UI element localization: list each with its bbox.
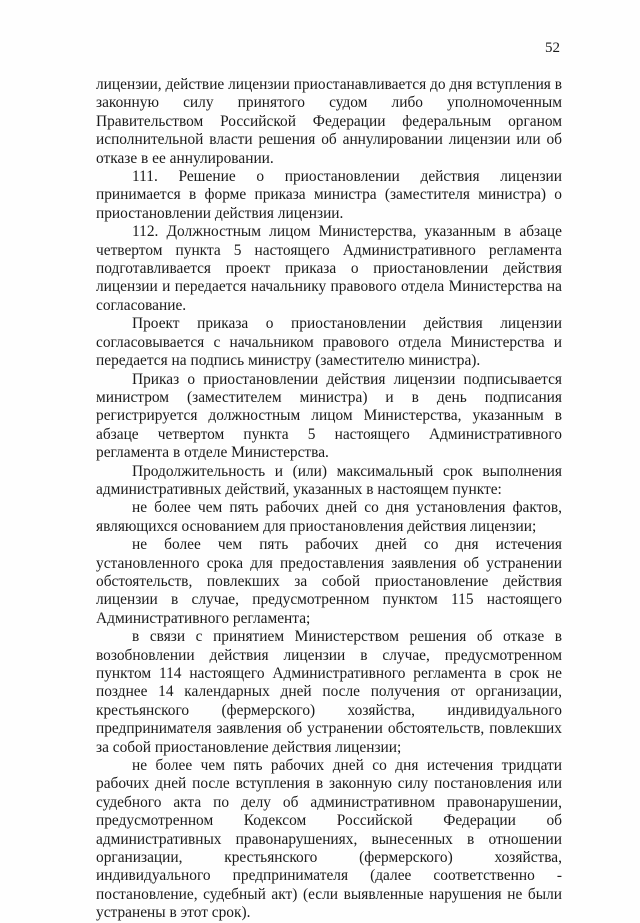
paragraph: не более чем пять рабочих дней со дня установления фактов, являющихся основанием для приостановления действия лицензии;: [96, 499, 562, 535]
paragraph: не более чем пять рабочих дней со дня истечения установленного срока для предоставления заявления об устранении обстоятельств, повлекших за собой приостановление действия лицензии в случае, предусмотренном пунктом 115 настоящего Административного регламента;: [96, 536, 562, 627]
paragraph: 111. Решение о приостановлении действия лицензии принимается в форме приказа министра (заместителя министра) о приостановлении действия лицензии.: [96, 168, 562, 222]
paragraph: в связи с принятием Министерством решения об отказе в возобновлении действия лицензии в случае, предусмотренном пунктом 114 настоящего Административного регламента в срок не позднее 14 календарных дней после получения от организации, крестьянского (фермерского) хозяйства, индивидуального предпринимателя заявления об устранении обстоятельств, повлекших за собой приостановление действия лицензии;: [96, 628, 562, 756]
paragraph: Продолжительность и (или) максимальный срок выполнения административных действий, указанных в настоящем пункте:: [96, 462, 562, 498]
page-number: 52: [545, 40, 560, 56]
paragraph: 112. Должностным лицом Министерства, указанным в абзаце четвертом пункта 5 настоящего Административного регламента подготавливается проект приказа о приостановлении действия лицензии и передается начальнику правового отдела Министерства на согласование.: [96, 223, 562, 314]
document-body: [96, 76, 562, 923]
paragraph: лицензии, действие лицензии приостанавливается до дня вступления в законную силу принятого судом либо уполномоченным Правительством Российской Федерации федеральным органом исполнительной власти решения об аннулировании лицензии или об отказе в ее аннулировании.: [96, 76, 563, 167]
paragraph: Приказ о приостановлении действия лицензии подписывается министром (заместителем министра) и в день подписания регистрируется должностным лицом Министерства, указанным в абзаце четвертом пункта 5 настоящего Административного регламента в отделе Министерства.: [96, 370, 562, 462]
paragraph: Проект приказа о приостановлении действия лицензии согласовывается с начальником правового отдела Министерства и передается на подпись министру (заместителю министра).: [96, 315, 562, 370]
paragraph: не более чем пять рабочих дней со дня истечения тридцати рабочих дней после вступления в законную силу постановления или судебного акта по делу об административном правонарушении, предусмотренном Кодексом Российской Федерации об административных правонарушениях, вынесенных в отношении организации, крестьянского (фермерского) хозяйства, индивидуального предпринимателя (далее соответственно - постановление, судебный акт) (если выявленные нарушения не были устранены в этот срок).: [96, 757, 562, 922]
